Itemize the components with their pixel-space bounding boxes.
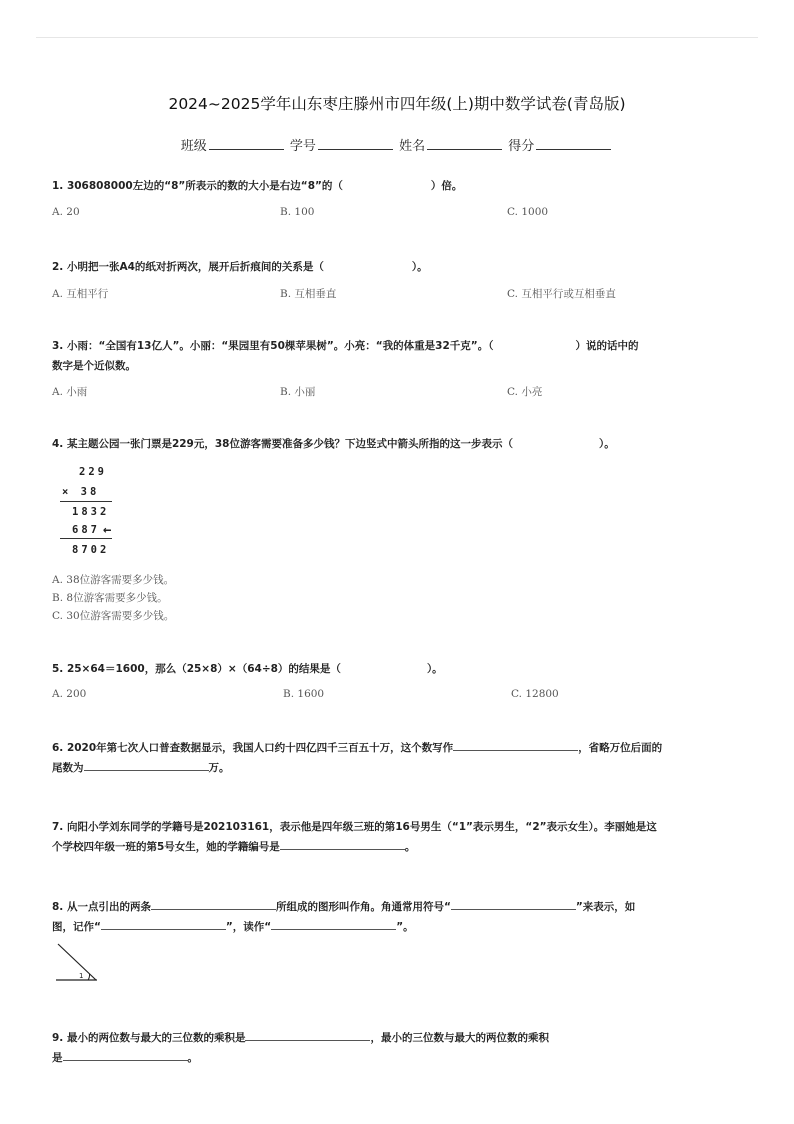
- question-6-text-end: 万。: [208, 762, 230, 774]
- question-6-text: 6. 2020年第七次人口普查数据显示，我国人口约十四亿四千三百五十万，这个数写作: [52, 742, 454, 754]
- question-6: [52, 738, 742, 778]
- class-field[interactable]: [209, 137, 284, 150]
- question-4-option-c[interactable]: C. 30位游客需要多少钱。: [52, 610, 175, 622]
- arrow-left-icon: ←: [103, 522, 112, 538]
- question-8-text-line2-cont: ”，读作“: [225, 921, 272, 933]
- question-3-option-c[interactable]: C. 小亮: [507, 386, 543, 398]
- question-8-blank-1[interactable]: [151, 898, 276, 910]
- question-3-option-a[interactable]: A. 小雨: [52, 386, 88, 398]
- question-5-option-a[interactable]: A. 200: [52, 688, 87, 700]
- question-3-option-b[interactable]: B. 小丽: [280, 386, 316, 398]
- student-id-field[interactable]: [318, 137, 393, 150]
- angle-label: 1: [79, 972, 84, 980]
- question-2: [52, 257, 742, 277]
- question-6-blank-1[interactable]: [453, 739, 578, 751]
- multiplicand: 229: [79, 466, 107, 478]
- student-id-label: 学号: [289, 139, 316, 154]
- question-5-option-b[interactable]: B. 1600: [283, 688, 325, 700]
- question-9-text-end: 。: [187, 1052, 198, 1064]
- question-5-text: 5. 25×64＝1600，那么（25×8）×（64÷8）的结果是（: [52, 663, 341, 675]
- question-2-option-b[interactable]: B. 互相垂直: [280, 288, 337, 300]
- score-label: 得分: [508, 139, 535, 154]
- multiplier-row: × 38: [62, 486, 100, 498]
- question-9-text-line2: 是: [52, 1052, 63, 1064]
- partial-product-1: 1832: [72, 506, 110, 518]
- question-1-option-c[interactable]: C. 1000: [507, 206, 549, 218]
- question-7-text: 7. 向阳小学刘东同学的学籍号是202103161，表示他是四年级三班的第16号男生（“1”表示男生，“2”表示女生）。李丽她是这: [52, 821, 657, 833]
- question-8-blank-3[interactable]: [101, 918, 226, 930]
- question-5: [52, 659, 742, 679]
- question-4: [52, 434, 742, 454]
- name-field[interactable]: [427, 137, 502, 150]
- question-1-option-b[interactable]: B. 100: [280, 206, 315, 218]
- score-field[interactable]: [536, 137, 611, 150]
- question-8-text-line2: 图，记作“: [52, 921, 101, 933]
- question-8-blank-2[interactable]: [451, 898, 576, 910]
- question-1: [52, 176, 742, 196]
- question-5-text-end: ）。: [426, 663, 443, 675]
- question-4-option-b[interactable]: B. 8位游客需要多少钱。: [52, 592, 168, 604]
- question-1-option-a[interactable]: A. 20: [52, 206, 80, 218]
- question-8-text-end: ”。: [396, 921, 414, 933]
- question-1-text: 1. 306808000左边的“8”所表示的数的大小是右边“8”的（: [52, 180, 343, 192]
- partial-product-2: 687: [72, 524, 100, 536]
- name-label: 姓名: [399, 139, 426, 154]
- sum-rule-line: [60, 538, 112, 539]
- question-8: [52, 897, 742, 937]
- question-6-blank-2[interactable]: [84, 759, 209, 771]
- question-9-text-cont: ，最小的三位数与最大的两位数的乘积: [370, 1032, 549, 1044]
- question-8-text-cont-2: ”来表示，如: [575, 901, 636, 913]
- question-2-option-c[interactable]: C. 互相平行或互相垂直: [507, 288, 616, 300]
- question-9-blank-2[interactable]: [63, 1049, 188, 1061]
- question-9-text: 9. 最小的两位数与最大的三位数的乘积是: [52, 1032, 246, 1044]
- question-7-text-line2: 个学校四年级一班的第5号女生，她的学籍编号是: [52, 841, 280, 853]
- question-3-text-cont: ）说的话中的: [575, 340, 639, 352]
- page-title: 2024~2025学年山东枣庄滕州市四年级(上)期中数学试卷(青岛版): [168, 95, 626, 113]
- question-9-blank-1[interactable]: [245, 1029, 370, 1041]
- question-3-text-line2: 数字是个近似数。: [52, 360, 136, 372]
- question-1-text-end: ）倍。: [430, 180, 463, 192]
- final-product: 8702: [72, 544, 110, 556]
- question-8-text-cont: 所组成的图形叫作角。角通常用符号“: [275, 901, 451, 913]
- question-8-text: 8. 从一点引出的两条: [52, 901, 151, 913]
- question-3: [52, 336, 742, 376]
- angle-ray-upper: [58, 944, 96, 980]
- question-4-text-end: ）。: [598, 438, 615, 450]
- question-7-blank[interactable]: [280, 838, 405, 850]
- question-2-option-a[interactable]: A. 互相平行: [52, 288, 109, 300]
- question-4-option-a[interactable]: A. 38位游客需要多少钱。: [52, 574, 175, 586]
- question-2-text: 2. 小明把一张A4的纸对折两次，展开后折痕间的关系是（: [52, 261, 324, 273]
- question-6-text-cont: ，省略万位后面的: [578, 742, 663, 754]
- student-info-line: [0, 135, 794, 154]
- product-rule-line: [60, 501, 112, 502]
- question-2-text-end: ）。: [411, 261, 428, 273]
- question-4-text: 4. 某主题公园一张门票是229元，38位游客需要准备多少钱？下边竖式中箭头所指的这一步表示（: [52, 438, 513, 450]
- question-9: [52, 1028, 742, 1068]
- angle-figure: [52, 940, 102, 986]
- question-7-text-end: 。: [404, 841, 416, 853]
- class-label: 班级: [180, 139, 207, 154]
- question-7: [52, 817, 742, 857]
- angle-arc: [88, 974, 90, 980]
- header-divider: [36, 37, 758, 38]
- question-5-option-c[interactable]: C. 12800: [511, 688, 559, 700]
- question-3-text: 3. 小雨：“全国有13亿人”。小丽：“果园里有50棵苹果树”。小亮：“我的体重是32千克”。（: [52, 340, 494, 352]
- question-6-text-line2: 尾数为: [52, 762, 84, 774]
- question-8-blank-4[interactable]: [271, 918, 396, 930]
